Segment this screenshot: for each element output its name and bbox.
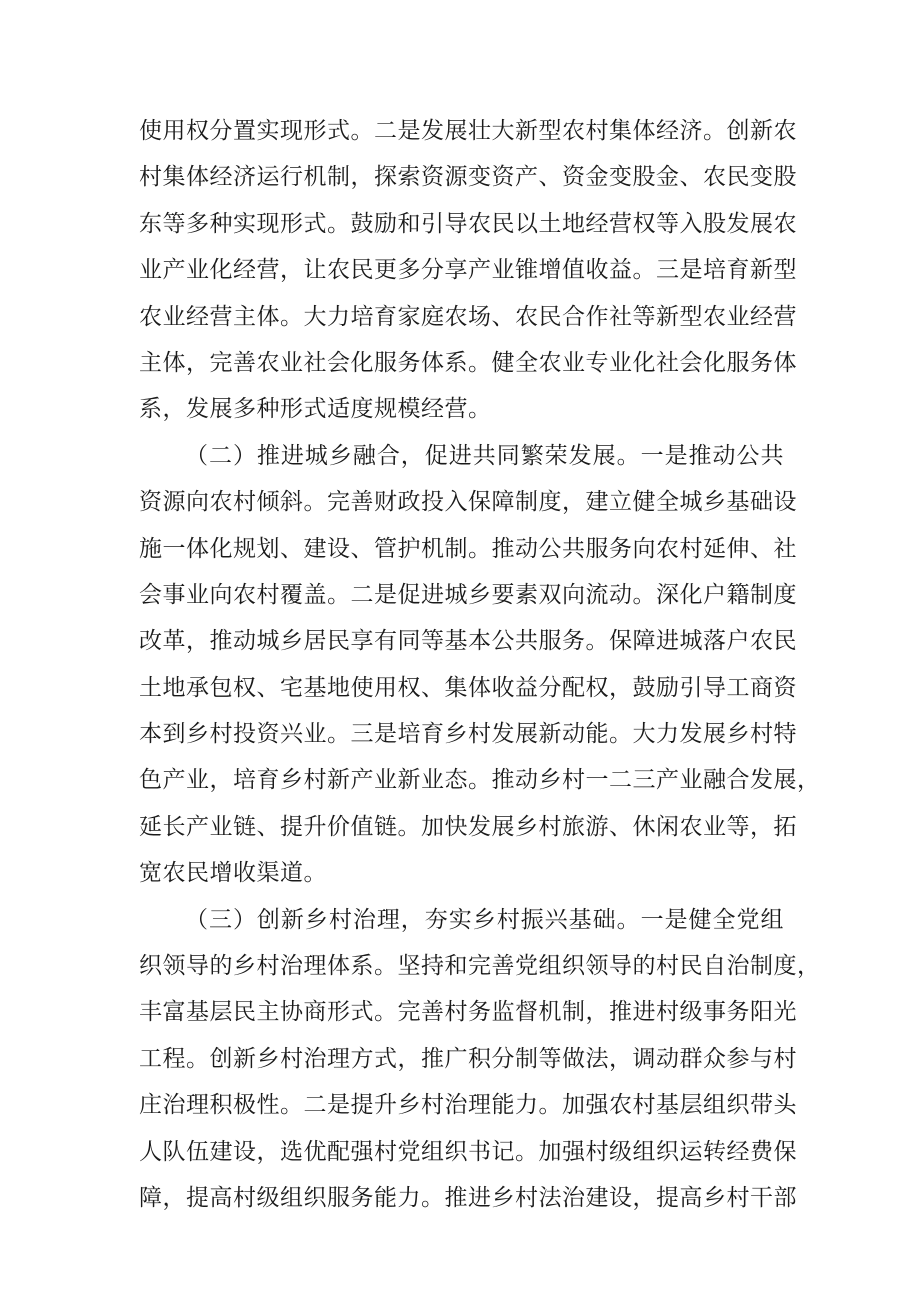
- text-line: 资源向农村倾斜。完善财政投入保障制度，建立健全城乡基础设: [139, 489, 797, 516]
- text-line: 工程。创新乡村治理方式，推广积分制等做法，调动群众参与村: [139, 1045, 797, 1072]
- body-text: [139, 108, 821, 1221]
- text-line: 人队伍建设，选优配强村党组织书记。加强村级组织运转经费保: [139, 1138, 797, 1165]
- text-line: 障，提高村级组织服务能力。推进乡村法治建设，提高乡村干部: [139, 1184, 797, 1211]
- text-line: 织领导的乡村治理体系。坚持和完善党组织领导的村民自治制度，: [139, 953, 821, 980]
- text-line: 使用权分置实现形式。二是发展壮大新型农村集体经济。创新农: [139, 118, 797, 144]
- text-line: 延长产业链、提升价值链。加快发展乡村旅游、休闲农业等，拓: [139, 813, 797, 840]
- text-line: 丰富基层民主协商形式。完善村务监督机制，推进村级事务阳光: [139, 999, 797, 1026]
- text-line: 会事业向农村覆盖。二是促进城乡要素双向流动。深化户籍制度: [139, 581, 797, 608]
- text-line: 色产业，培育乡村新产业新业态。推动乡村一二三产业融合发展，: [139, 767, 821, 794]
- text-line: 庄治理积极性。二是提升乡村治理能力。加强农村基层组织带头: [139, 1092, 797, 1119]
- text-line: 宽农民增收渠道。: [139, 860, 327, 887]
- text-line: 系，发展多种形式适度规模经营。: [139, 396, 492, 423]
- text-line: （三）创新乡村治理，夯实乡村振兴基础。一是健全党组: [185, 906, 784, 933]
- text-line: （二）推进城乡融合，促进共同繁荣发展。一是推动公共: [185, 442, 784, 469]
- text-line: 土地承包权、宅基地使用权、集体收益分配权，鼓励引导工商资: [139, 674, 797, 701]
- text-line: 东等多种实现形式。鼓励和引导农民以土地经营权等入股发展农: [139, 210, 797, 237]
- text-line: 主体，完善农业社会化服务体系。健全农业专业化社会化服务体: [139, 349, 797, 376]
- text-line: 业产业化经营，让农民更多分享产业锥增值收益。三是培育新型: [139, 257, 797, 284]
- text-line: 施一体化规划、建设、管护机制。推动公共服务向农村延伸、社: [139, 535, 797, 562]
- text-line: 村集体经济运行机制，探索资源变资产、资金变股金、农民变股: [139, 164, 797, 191]
- text-line: 改革，推动城乡居民享有同等基本公共服务。保障进城落户农民: [139, 628, 797, 655]
- text-line: 本到乡村投资兴业。三是培育乡村发展新动能。大力发展乡村特: [139, 721, 797, 748]
- text-line: 农业经营主体。大力培育家庭农场、农民合作社等新型农业经营: [139, 303, 797, 330]
